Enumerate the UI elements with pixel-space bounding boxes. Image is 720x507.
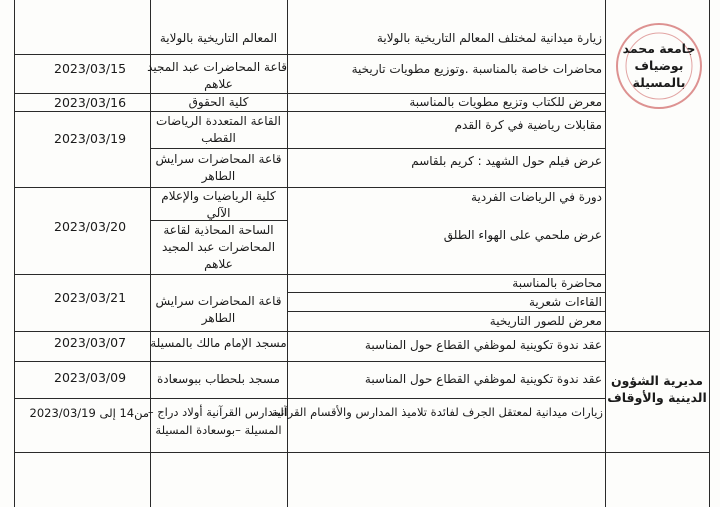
place-cell: المحاضرات عبد المجيد (161, 240, 276, 254)
stamp-line: بوضياف (634, 58, 684, 73)
date-cell: 2023/03/07 (54, 335, 127, 350)
row-divider (14, 398, 605, 399)
place-cell: مسجد بلحطاب ببوسعادة (157, 372, 280, 386)
place-cell: قاعة المحاضرات عبد المجيد (147, 60, 287, 74)
activity-cell: عقد ندوة تكوينية لموظفي القطاع حول المناسبة (364, 372, 602, 386)
activity-cell: مقابلات رياضية في كرة القدم (454, 118, 602, 132)
place-cell: الطاهر (201, 169, 236, 183)
row-divider (14, 331, 709, 332)
place-cell: علاهم (204, 77, 233, 91)
row-divider (14, 93, 605, 94)
column-divider-place-activity (287, 0, 288, 507)
stamp-line: جامعة محمد (622, 41, 696, 56)
activity-cell: القاءات شعرية (528, 295, 602, 309)
date-cell: 2023/03/15 (54, 61, 127, 76)
place-cell: كلية الحقوق (188, 95, 249, 109)
place-cell: الطاهر (201, 311, 236, 325)
date-cell: 2023/03/16 (54, 95, 127, 110)
table-border-left (14, 0, 15, 507)
place-cell: المدارس القرآنية أولاد دراج – (147, 405, 287, 419)
activity-cell: دورة في الرياضات الفردية (471, 190, 602, 204)
place-subrow-divider (150, 148, 287, 149)
date-cell: 2023/03/19 (54, 131, 127, 146)
place-cell: قاعة المحاضرات سرايش (155, 294, 282, 308)
row-divider (14, 361, 605, 362)
activity-cell: معرض للكتاب وتزيع مطويات بالمناسبة (409, 95, 602, 109)
place-cell: الآلي (206, 206, 231, 220)
activity-subrow-divider (287, 292, 605, 293)
activity-cell: عرض فيلم حول الشهيد : كريم بلقاسم (411, 154, 602, 168)
place-cell: كلية الرياضيات والإعلام (161, 189, 276, 203)
place-cell: القطب (201, 131, 236, 145)
activity-cell: عرض ملحمي على الهواء الطلق (443, 228, 602, 242)
place-cell: الساحة المحاذية لقاعة (163, 223, 274, 237)
activity-subrow-divider (287, 148, 605, 149)
date-cell: 2023/03/09 (54, 370, 127, 385)
row-divider (14, 54, 605, 55)
university-stamp-text (612, 40, 706, 91)
activity-cell: محاضرة بالمناسبة (512, 276, 602, 290)
place-cell: القاعة المتعددة الرياضات (156, 114, 281, 128)
date-cell: 2023/03/21 (54, 290, 127, 305)
place-cell: المعالم التاريخية بالولاية (159, 31, 278, 45)
row-divider (14, 274, 605, 275)
table-border-right (709, 0, 710, 507)
activity-cell: محاضرات خاصة بالمناسبة .وتوزيع مطويات تاريخية (351, 62, 602, 76)
org-line: مديرية الشؤون (610, 373, 704, 388)
activity-cell: معرض للصور التاريخية (489, 314, 602, 328)
row-divider (14, 111, 605, 112)
org-line: الدينية والأوقاف (607, 390, 707, 405)
column-divider-activity-org (605, 0, 606, 507)
row-divider (14, 187, 605, 188)
activity-cell: زيارة ميدانية لمختلف المعالم التاريخية بالولاية (376, 31, 602, 45)
activity-cell: زيارات ميدانية لمعتقل الجرف لفائدة تلاميذ المدارس والأقسام القرآنية (271, 405, 603, 419)
activity-cell: عقد ندوة تكوينية لموظفي القطاع حول المناسبة (364, 338, 602, 352)
place-cell: مسجد الإمام مالك بالمسيلة (150, 336, 287, 350)
place-cell: قاعة المحاضرات سرايش (155, 152, 282, 166)
place-cell: المسيلة –بوسعادة المسيلة (155, 423, 282, 437)
date-cell: 2023/03/20 (54, 219, 127, 234)
row-divider (14, 452, 709, 453)
date-cell: من14 إلى 2023/03/19 (29, 406, 149, 420)
place-cell: علاهم (204, 257, 233, 271)
stamp-line: بالمسيلة (632, 75, 686, 90)
activity-subrow-divider (287, 311, 605, 312)
religious-affairs-directorate (607, 372, 707, 406)
